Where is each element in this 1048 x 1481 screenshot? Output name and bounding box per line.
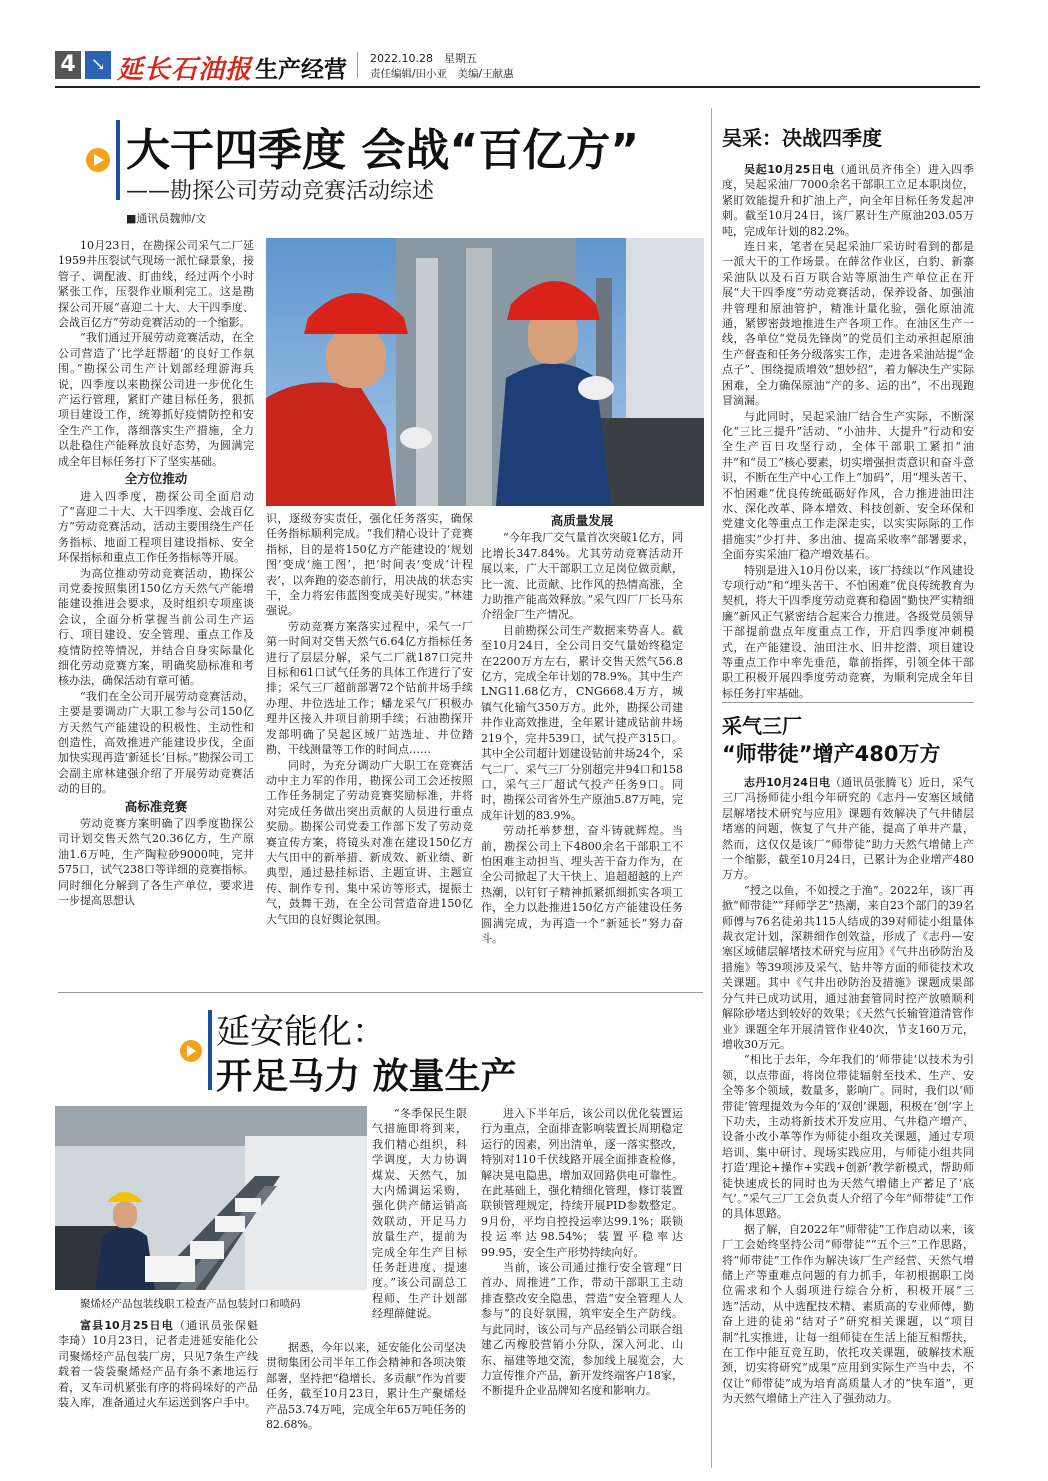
- editors: 责任编辑/田小亚 美编/王献惠: [370, 68, 514, 80]
- reporter: （通讯员齐伟全）: [834, 163, 928, 176]
- dateline: 志丹10月24日电: [744, 776, 831, 789]
- article1-title: 大干四季度 会战“百亿方”: [126, 125, 640, 176]
- play-icon: [80, 120, 120, 200]
- article3-title-2: “师带徒”增产480万方: [722, 742, 941, 766]
- dateline: 吴起10月25日电: [744, 163, 835, 176]
- issue-date: 2022.10.28 星期五: [370, 52, 477, 65]
- column-rule: [711, 108, 712, 1468]
- article2-body: 吴起10月25日电（通讯员齐伟全）进入四季度，吴起采油厂7000余名干部职工立足本职岗位，紧盯效能提升和扩油上产，向全年目标任务发起冲刺。截至10月24日，该厂累计生产原油203.05万吨，完成年计划的82.2%。 连日来，笔者在吴起采油厂采访时看到的都是一派大干的工作场景。在薛岔作业区，白豹、新寨采油队以及石百万联合站等原油生产单位正在开展“大干四季度”劳动竞赛活动，保养设备、加强油井管理和原油管护，精准计量化验，强化原油流通，紧锣密鼓地推进生产各项工作。在油区生产一线，各单位“党员先锋岗”的党员们主动承担起原油生产督查和任务分级落实工作，走进各采油站提“金点子”、围绕提质增效“想妙招”，着力解决生产实际困难，全力确保原油“产的多、运的出”，不出现跑冒滴漏。 与此同时，吴起采油厂结合生产实际，不断深化“三比三提升”活动、“小油井、大提升”行动和安全生产百日攻坚行动，全体干部职工紧扣“油井”和“员工”核心要素，切实增强担责意识和奋斗意识，不断在生产中心工作上“加码”，用“埋头苦干、不怕困难”优良传统砥砺好作风，合力推进油田注水、深化改革、降本增效、科技创新、安全环保和党建文化等重点工作走深走实，以实实际际的工作措施实“少打井、多出油、提高采收率”部署要求，全面夯实采油厂稳产增效基石。 特别是进入10月份以来，该厂持续以“作风建设专项行动”和“埋头苦干、不怕困难”优良传统教育为契机，将大干四季度劳动竞赛和稳固“勤快严实精细廉”新风正气紧密结合起来合力推进。各级党员领导干部提前盘点年度重点工作，开启四季度冲刺模式，在产能建设、油田注水、旧井挖潜、项目建设等重点工作中率先垂范，靠前指挥，引领全体干部职工积极开展四季度劳动竞赛，为顺利完成全年目标任务打牢基础。: [722, 163, 974, 700]
- article4-title-1: 延安能化：: [216, 1012, 386, 1052]
- masthead: [55, 48, 980, 88]
- play-icon: [176, 1010, 212, 1090]
- article4-col2: 据悉，今年以来，延安能化公司坚决贯彻集团公司半年工作会精神和各项决策部署，坚持把“稳增长、多贡献”作为首要任务，截至10月23日，累计生产聚烯烃产品53.74万吨，完成全年65万吨任务的82.68%。: [266, 1341, 466, 1432]
- page-number: 4: [55, 51, 81, 79]
- article1-col1: 10月23日，在勘探公司采气二厂延1959井压裂试气现场一派忙碌景象，接管子、调配液、盯曲线，经过两个小时紧张工作，压裂作业顺利完工。这是勘探公司开展“喜迎二十大、大干四季度、会战百亿方”劳动竞赛活动的一个缩影。 “我们通过开展劳动竞赛活动，在全公司营造了‘比学赶帮超’的良好工作氛围。”勘探公司生产计划部经理游海兵说，四季度以来勘探公司进一步优化生产运行管理，紧盯产建目标任务，狠抓项目建设工作，统筹抓好疫情防控和安全生产工作，落细落实生产措施，全力以赴稳住产能释放良好态势，为圆满完成全年目标任务打下了坚实基础。 全方位推动 进入四季度，勘探公司全面启动了“喜迎二十大、大干四季度、会战百亿方”劳动竞赛活动，活动主要围绕生产任务指标、地面工程项目建设指标、安全环保指标和重点工作任务指标等开展。 为高位推动劳动竞赛活动，勘探公司党委按照集团150亿方天然气产能增能建设推进会要求，及时组织专项座谈会议，全面分析掌握当前公司生产运行、项目建设、安全管理、重点工作及疫情防控等情况，并结合自身实际量化细化劳动竞赛方案，明确奖励标准和考核办法，确保活动有章可循。 “我们在全公司开展劳动竞赛活动，主要是要调动广大职工参与公司150亿方天然气产能建设的积极性、主动性和创造性，高效推进产能建设步伐，全面加快实现再造‘新延长’目标。”勘探公司工会副主席林建强介绍了开展劳动竞赛活动的目的。 高标准竞赛 劳动竞赛方案明确了四季度勘探公司计划交售天然气20.36亿方，生产原油1.6万吨，生产陶粒砂9000吨，完井575口，试气238口等详细的竞赛指标。同时细化分解到了各生产单位，要求进一步提高思想认: [58, 239, 254, 908]
- masthead-divider: [357, 52, 358, 78]
- reporter: （通讯员张腾飞）: [830, 776, 919, 789]
- article1-subtitle: ——勘探公司劳动竞赛活动综述: [126, 179, 435, 204]
- divider-a2: [722, 702, 974, 703]
- section-title: 生产经营: [255, 57, 347, 83]
- arrow-icon: ↘: [85, 51, 111, 79]
- article1-col3: 高质量发展 “今年我厂交气量首次突破1亿方，同比增长347.84%。尤其劳动竞赛活动开展以来，广大干部职工立足岗位做贡献，比一流、比贡献、比作风的热情高涨，全力助推产能高效释放。”采气四厂厂长马东介绍金厂生产情况。 目前勘探公司生产数据来势喜人。截至10月24日，全公司日交气量始终稳定在2200万方左右，累计交售天然气56.8亿方，完成全年计划的78.9%。其中生产LNG11.68亿方，CNG668.4万方，城镇气化输气350万方。此外，勘探公司建井作业高效推进，全年累计建成钻前井场219个，完井539口，试气投产315口。其中全公司超计划建设钻前井场24个，采气二厂、采气三厂分别超完井94口和158口，采气三厂超试气投产任务9口。同时，勘探公司省外生产原油5.87万吨，完成年计划的83.9%。 劳动托举梦想，奋斗铸就辉煌。当前，勘探公司上下4800余名干部职工不怕困难主动担当、埋头苦干奋力作为，在全公司掀起了大干快上、追超超越的上产热潮，以钉钉子精神抓紧抓细抓实各项工作，全力以赴推进150亿方产能建设任务圆满完成，为再造一个“新延长”努力奋斗。: [481, 513, 683, 945]
- article1-title-block: [80, 108, 700, 228]
- workers-photo: [266, 238, 704, 506]
- subheading-high-standard: 高标准竞赛: [124, 798, 188, 814]
- subheading-all-round: 全方位推动: [124, 471, 188, 487]
- dateline: 富县10月25日电: [80, 1319, 174, 1332]
- article1-col2: 识，逐级夯实责任，强化任务落实，确保任务指标顺利完成。“我们精心设计了竞赛指标，目的是将150亿方产能建设的‘规划图’变成‘施工图’，把‘时间表’变成‘计程表’，以奔跑的姿态前行，用决战的状态实干，全力将宏伟蓝图变成美好现实。”林建强说。 劳动竞赛方案落实过程中，采气一厂第一时间对交售天然气6.64亿方指标任务进行了层层分解，采气二厂就187口完井目标和61口试气任务的具体工作进行了安排；采气三厂超前部署72个钻前井场手续办理、井位选址工作；蟠龙采气厂积极办理井区接入井项目前期手续；石油勘探开发部明确了吴起区域厂站选址、井位踏勘、干线测量等工作的时间点…… 同时，为充分调动广大职工在竞赛活动中主力军的作用，勘探公司工会还按照工作任务制定了劳动竞赛奖励标准，并将对完成任务做出突出贡献的人员进行重点奖励。勘探公司党委工作部下发了劳动竞赛宣传方案，将镜头对准在建设150亿方大气田中的新举措、新成效、新业绩、新典型，通过悬挂标语、主题宣讲、主题宣传、制作专刊、集中采访等形式，提振士气，鼓舞干劲，在全公司营造奋进150亿大气田的良好舆论氛围。: [266, 512, 473, 926]
- factory-photo: [55, 1106, 367, 1290]
- article4-col2-top: “冬季保民生限气措施即将到来，我们精心组织，科学调度，大力协调煤炭、天然气，加大内烯调运采购，强化供产储运销高效联动，开足马力放量生产，提前为完成全年生产目标任务赶进度、提速度。”该公司副总工程师、生产计划部经理薛健说。: [372, 1107, 467, 1321]
- photo-caption: 聚烯烃产品包装线职工检查产品包装封口和喷码: [80, 1298, 301, 1310]
- article4-title-block: [176, 1002, 696, 1098]
- divider-a4: [58, 992, 703, 993]
- article3-title-1: 采气三厂: [722, 714, 802, 738]
- paper-logo: 延长石油报: [117, 55, 253, 85]
- article2-title: 吴采：决战四季度: [722, 126, 882, 150]
- subheading-high-quality: 高质量发展: [550, 513, 614, 528]
- article4-title-2: 开足马力 放量生产: [216, 1056, 517, 1097]
- article1-byline: ■通讯员魏帅/文: [126, 212, 207, 225]
- article4-col1: 富县10月25日电（通讯员张保魁 李琦）10月23日，记者走进延安能化公司聚烯烃产品包装厂房，只见7条生产线载着一袋袋聚烯烃产品有条不紊地运行着，叉车司机紧张有序的将码垛好的产品装入库，准备通过火车运送到客户手中。: [58, 1319, 270, 1410]
- reporter: （通讯员张保魁 李琦）: [58, 1319, 270, 1348]
- article4-col3: 进入下半年后，该公司以优化装置运行为重点，全面排查影响装置长周期稳定运行的因素，列出清单，逐一落实整改，特别对110千伏线路开展全面排查检修，解决晃电隐患，增加双回路供电可靠性。在此基础上，强化精细化管理，修订装置联锁管理规定，持续开展PID参数整定。9月份，平均自控投运率达99.1%；联锁投运率达98.54%；装置平稳率达99.95，安全生产形势持续向好。 当前，该公司通过推行安全管理“日首办、周推进”工作，带动干部职工主动排查整改安全隐患，营造“安全管理人人参与”的良好氛围，筑牢安全生产防线。与此同时，该公司与产品经销公司联合组建乙丙橡胶营销小分队，深入河北、山东、福建等地交流，参加线上展览会，大力宣传推介产品，新开发终端客户18家，不断提升企业品牌知名度和影响力。: [481, 1107, 683, 1398]
- article3-body: 志丹10月24日电（通讯员张腾飞）近日，采气三厂冯扬师徒小组今年研究的《志丹—安塞区域储层解堵技术研究与应用》课题有效解决了气井储层堵塞的问题，恢复了气井产能，提高了单井产量，然而，这仅仅是该厂“师带徒”助力天然气增储上产一个缩影，截至10月24日，已累计为企业增产480万方。 “授之以鱼，不如授之于渔”。2022年，该厂再掀“师带徒”“拜师学艺”热潮，来自23个部门的39名师傅与76名徒弟共115人结成的39对师徒小组量体裁衣定计划，深耕细作创效益，形成了《志丹—安塞区域储层解堵技术研究与应用》《气井出砂防治及措施》等39项涉及采气、钻井等方面的师徒技术攻关课题。其中《气井出砂防治及措施》课题成果部分气井已成功试用，通过油套管同时控产放喷顺利解除砂堵达到较好的效果；《天然气长输管道清管作业》课题全年开展清管作业40次，节支160万元，增收30万元。 “相比于去年，今年我们的‘师带徒’以技术为引领，以点带面，将岗位带徒辐射至技术、生产、安全等多个领域，数量多，影响广。同时，我们以‘师带徒’管理提效为今年的‘双创’课题，积极在‘创’字上下功夫，主动将新技术开发应用、气井稳产增产、设备小改小革等作为师徒小组攻关课题，通过专项培训、集中研讨、现场实践应用，与师徒小组共同打造‘理论+操作+实践+创新’教学新模式，帮助师徒快速成长的同时也为天然气增储上产蓄足了‘底气’。”采气三厂工会负责人介绍了今年“师带徒”工作的具体思路。 据了解，自2022年“师带徒”工作启动以来，该厂工会始终坚持公司“师带徒”“五个三”工作思路，将“师带徒”工作作为解决该厂生产经营、天然气增储上产等重难点问题的有力抓手，年初根据职工岗位需求和个人弱项进行综合分析，积极开展“三选”活动，从中选配技术精、素质高的专业师傅，勤奋上进的徒弟“结对子”研究相关课题，以“项目制”扎实推进，让每一组师徒在生活上能互相帮扶，在工作中能互竞互助，依托攻关课题，破解技术瓶颈，切实将研究“成果”应用到实际生产当中去，不仅让“师带徒”成为培育高质量人才的“快车道”，更为天然气增储上产注入了强劲动力。: [722, 776, 975, 1406]
